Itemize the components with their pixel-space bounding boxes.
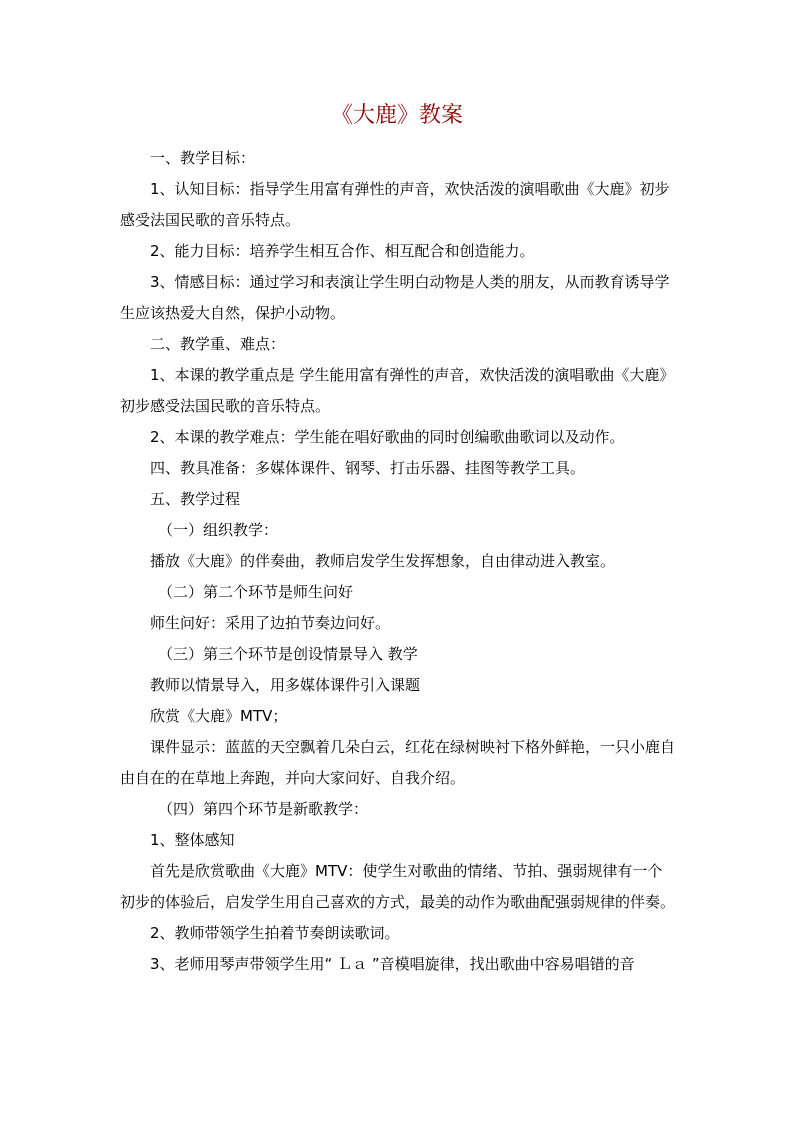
paragraph-hum-melody: 3、老师用琴声带领学生用“ Ｌａ ”音模唱旋律，找出歌曲中容易唱错的音 [150, 955, 635, 973]
document-body [120, 143, 676, 980]
paragraph-emotional-goal: 3、情感目标：通过学习和表演让学生明白动物是人类的朋友，从而教育诱导学生应该热爱大自然，保护小动物。 [120, 273, 670, 322]
paragraph-greeting: 师生问好：采用了边拍节奏边问好。 [150, 614, 391, 632]
paragraph-overall-perception: 1、整体感知 [150, 831, 235, 849]
section-heading-teaching-aids: 四、教具准备：多媒体课件、钢琴、打击乐器、挂图等教学工具。 [150, 459, 586, 477]
paragraph-scenario-intro: 教师以情景导入，用多媒体课件引入课题 [150, 676, 421, 694]
subheading-new-song: （四）第四个环节是新歌教学： [158, 800, 369, 818]
paragraph-courseware: 课件显示：蓝蓝的天空飘着几朵白云，红花在绿树映衬下格外鲜艳，一只小鹿自由自在的在草地上奔跑，并向大家问好、自我介绍。 [120, 738, 676, 787]
section-heading-key-points: 二、教学重、难点： [150, 335, 286, 353]
section-heading-process: 五、教学过程 [150, 490, 241, 508]
subheading-scenario: （三）第三个环节是创设情景导入 教学 [158, 645, 418, 663]
paragraph-ability-goal: 2、能力目标：培养学生相互合作、相互配合和创造能力。 [150, 242, 535, 260]
paragraph-key-point: 1、本课的教学重点是 学生能用富有弹性的声音，欢快活泼的演唱歌曲《大鹿》初步感受法国民歌的音乐特点。 [120, 366, 675, 415]
paragraph-play-accompaniment: 播放《大鹿》的伴奏曲，教师启发学生发挥想象，自由律动进入教室。 [150, 552, 616, 570]
paragraph-read-lyrics: 2、教师带领学生拍着节奏朗读歌词。 [150, 924, 400, 942]
section-heading-objectives: 一、教学目标： [150, 149, 256, 167]
paragraph-difficult-point: 2、本课的教学难点：学生能在唱好歌曲的同时创编歌曲歌词以及动作。 [150, 428, 625, 446]
subheading-greeting: （二）第二个环节是师生问好 [158, 583, 354, 601]
paragraph-appreciate-song: 首先是欣赏歌曲《大鹿》MTV：使学生对歌曲的情绪、节拍、强弱规律有一个初步的体验后，启发学生用自己喜欢的方式，最美的动作为歌曲配强弱规律的伴奏。 [120, 862, 676, 911]
subheading-organize: （一）组织教学： [158, 521, 279, 539]
document-title: 《大鹿》教案 [330, 103, 463, 128]
paragraph-watch-mtv: 欣赏《大鹿》MTV； [150, 707, 288, 725]
paragraph-cognitive-goal: 1、认知目标：指导学生用富有弹性的声音，欢快活泼的演唱歌曲《大鹿》初步感受法国民歌的音乐特点。 [120, 180, 670, 229]
